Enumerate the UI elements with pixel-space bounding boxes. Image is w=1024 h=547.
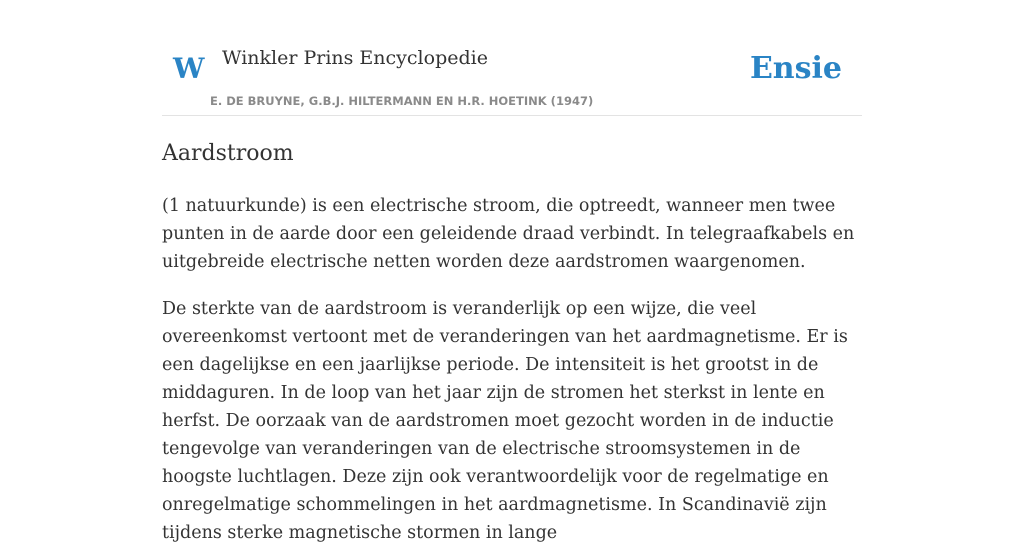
article-paragraph-1: (1 natuurkunde) is een electrische stroom, die optreedt, wanneer men twee punten in de aarde door een geleidende draad verbindt. In telegraafkabels en uitgebreide electrische netten worden deze aardstromen waargenomen. — [162, 196, 855, 272]
site-header — [162, 40, 862, 116]
encyclopedia-authors: E. DE BRUYNE, G.B.J. HILTERMANN EN H.R. HOETINK (1947) — [210, 94, 594, 108]
winkler-prins-logo[interactable]: W — [173, 52, 205, 85]
encyclopedia-title[interactable]: Winkler Prins Encyclopedie — [222, 47, 488, 69]
ensie-logo[interactable]: Ensie — [749, 51, 842, 86]
entry-title: Aardstroom — [162, 141, 294, 166]
article-paragraph-2: De sterkte van de aardstroom is veranderlijk op een wijze, die veel overeenkomst vertoont met de veranderingen van het aardmagnetisme. Er is een dagelijkse en een jaarlijkse periode. De intensiteit is het grootst in de middaguren. In de loop van het jaar zijn de stromen het sterkst in lente en herfst. De oorzaak van de aardstromen moet gezocht worden in de inductie tengevolge van veranderingen van de electrische stroomsystemen in de hoogste luchtlagen. Deze zijn ook verantwoordelijk voor de regelmatige en onregelmatige schommelingen in het aardmagnetisme. In Scandinavië zijn tijdens sterke magnetische stormen in lange — [162, 299, 848, 543]
